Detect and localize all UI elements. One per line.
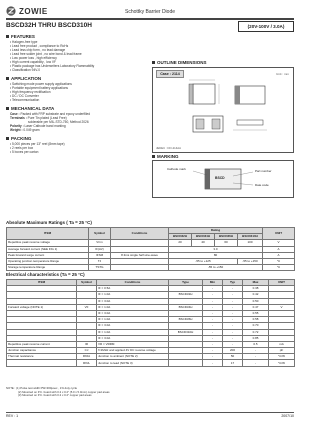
table-cell: IF = 3.0A: [97, 310, 169, 316]
mechanical-value: Packed with FRP substrate and epoxy underfilled: [20, 112, 91, 116]
note-line: (3) Mounted on P.C. board with 0.2 x 0.2" copper pad areas: [18, 393, 92, 398]
part-header: BSCD34H: [192, 234, 215, 240]
table-cell: -: [223, 317, 243, 323]
table-cell: -55 to +125: [169, 258, 238, 264]
table-cell: VR = VRRM: [97, 341, 169, 347]
table-cell: -: [223, 298, 243, 304]
table-cell: 0.5: [243, 341, 269, 347]
table-cell: 100: [238, 240, 263, 246]
table-cell: -: [203, 348, 223, 354]
section-bullet-icon: [152, 155, 155, 158]
table-cell: V: [263, 240, 295, 246]
column-header: Symbol: [89, 228, 111, 240]
table-cell: 50: [223, 354, 243, 360]
column-header: Type: [169, 280, 203, 286]
mechanical-value: solderable per MIL-STD-750, Method 2026: [28, 120, 89, 124]
table-cell: -: [223, 341, 243, 347]
table-cell: -: [223, 329, 243, 335]
feature-item: • High current capability , low VF: [10, 60, 94, 64]
table-cell: Junction to lead (NOTE 3): [97, 360, 169, 366]
table-cell: VF: [77, 304, 97, 310]
part-header: BSCD36H: [215, 234, 238, 240]
mechanical-label: Weight :: [10, 128, 23, 132]
footer-divider: [6, 412, 294, 413]
feature-item: • Low power loss , high efficiency: [10, 56, 94, 60]
column-header: UNIT: [269, 280, 295, 286]
table-cell: 0.85: [243, 335, 269, 341]
table-cell: Junction to ambient (NOTE 2): [97, 354, 169, 360]
elec-table: [6, 279, 295, 367]
table-cell: BSCD32H: [169, 292, 203, 298]
column-header: Max: [243, 280, 269, 286]
abs-max-table: [6, 227, 295, 271]
packing-item: • 5 boxes per carton: [10, 150, 65, 154]
column-header: Symbol: [77, 280, 97, 286]
table-cell: -: [203, 310, 223, 316]
table-cell: 0.50: [243, 298, 269, 304]
features-title: FEATURES: [11, 34, 35, 39]
packing-title: PACKING: [11, 136, 32, 141]
table-cell: 0.58: [243, 317, 269, 323]
table-cell: -: [203, 317, 223, 323]
table-cell: -: [203, 354, 223, 360]
table-cell: -: [203, 323, 223, 329]
table-cell: -: [243, 348, 269, 354]
table-cell: Peak forward surge current: [7, 252, 89, 258]
table-cell: 60: [215, 240, 238, 246]
table-cell: -55 to +150: [238, 258, 263, 264]
application-title: APPLICATION: [11, 76, 42, 81]
table-cell: 3.0: [169, 246, 263, 252]
application-heading: [6, 76, 41, 81]
feature-item: • Plastic package has Underwriters Laboratory Flammability: [10, 64, 94, 68]
mechanical-value: 0.049 gram: [23, 128, 40, 132]
table-cell: TSTG: [89, 265, 111, 271]
outline-title: OUTLINE DIMENSIONS: [157, 60, 207, 65]
column-header: Typ: [223, 280, 243, 286]
table-cell: RθJA: [77, 354, 97, 360]
table-cell: IF = 3.0A: [97, 298, 169, 304]
table-cell: f=1MHz and applied 4V DC reverse voltage: [97, 348, 169, 354]
outline-heading: [152, 60, 207, 65]
table-cell: -: [203, 298, 223, 304]
table-cell: -: [243, 354, 269, 360]
table-cell: -: [203, 292, 223, 298]
date-code-label: Date code: [255, 183, 269, 187]
table-cell: IF = 1.0A: [97, 329, 169, 335]
table-cell: mA: [269, 341, 295, 347]
table-cell: RθJL: [77, 360, 97, 366]
table-cell: 8.3ms single half sine-wave: [111, 252, 169, 258]
application-item: • Telecommunication: [10, 98, 72, 102]
mechanical-value: Laser Cathode band marking: [24, 124, 66, 128]
marking-title: MARKING: [157, 154, 179, 159]
marking-heading: [152, 154, 179, 159]
application-item: • Portable equipment battery applications: [10, 86, 72, 90]
table-cell: -: [223, 335, 243, 341]
column-header: Conditions: [111, 228, 169, 240]
abs-max-title: Absolute Maximum Ratings ( Ta = 25 °C): [6, 220, 92, 225]
column-header: Conditions: [97, 280, 169, 286]
section-bullet-icon: [6, 35, 9, 38]
table-cell: -: [203, 335, 223, 341]
packing-heading: [6, 136, 31, 141]
mechanical-label: Case :: [10, 112, 20, 116]
part-number-label: Part number: [255, 169, 272, 173]
table-cell: -: [203, 360, 223, 366]
mechanical-value: Pure Tin plated (Lead Free): [27, 116, 67, 120]
table-cell: [169, 360, 203, 366]
table-cell: -: [203, 329, 223, 335]
column-header: Rating: [169, 228, 263, 234]
table-cell: 80: [169, 252, 263, 258]
revision-label: REV : 1: [6, 414, 19, 418]
table-cell: 0.38: [243, 286, 269, 292]
table-cell: IR: [77, 341, 97, 347]
packing-list: [10, 142, 65, 154]
marking-diagram-box: [152, 160, 294, 198]
table-cell: V: [269, 304, 295, 310]
application-list: [10, 82, 72, 102]
feature-item: • Lead free solder joint , no wire bond & lead frame: [10, 52, 94, 56]
outline-drawing-box: [152, 67, 294, 153]
table-cell: -: [203, 304, 223, 310]
header-divider: [6, 18, 294, 20]
note-line: NOTE : (1) Pulse test width PW=300μsec , 1% duty cycle: [6, 386, 78, 390]
table-cell: [7, 360, 77, 366]
table-cell: 20: [169, 240, 192, 246]
rating-badge: (20V-100V / 3.0A): [238, 21, 294, 32]
mechanical-line: [10, 128, 90, 132]
table-cell: 17: [223, 360, 243, 366]
section-bullet-icon: [6, 137, 9, 140]
table-cell: pF: [269, 348, 295, 354]
table-cell: °C: [263, 258, 295, 264]
mechanical-title: MECHANICAL DATA: [11, 106, 55, 111]
table-cell: -: [223, 310, 243, 316]
note-line: (2) Mounted on P.C. board with 0.2 x 0.2" (5.0 x 5.0mm) copper pad areas: [18, 389, 110, 394]
section-bullet-icon: [6, 107, 9, 110]
table-cell: -: [243, 360, 269, 366]
application-item: • DC / DC Converter: [10, 94, 72, 98]
part-header: BSCD310H: [238, 234, 263, 240]
table-cell: IF = 1.0A: [97, 317, 169, 323]
table-cell: -: [203, 341, 223, 347]
table-cell: -: [223, 304, 243, 310]
document-type: Schottky Barrier Diode: [124, 9, 176, 15]
column-header: ITEM: [7, 280, 77, 286]
table-cell: -: [223, 286, 243, 292]
feature-item: • Lead free product , compliance to RoHs: [10, 44, 94, 48]
mechanical-heading: [6, 106, 54, 111]
features-list: [10, 40, 94, 72]
packing-item: • 5,000 pieces per 13" reel (8mm tape): [10, 142, 65, 146]
table-cell: IF = 1.0A: [97, 292, 169, 298]
table-cell: Average forward current (SEE FIG 1): [7, 246, 89, 252]
mechanical-list: [10, 112, 90, 132]
table-cell: 0.55: [243, 310, 269, 316]
table-cell: -55 to +150: [169, 265, 263, 271]
table-cell: TJ: [89, 258, 111, 264]
table-cell: Vrrm: [89, 240, 111, 246]
section-bullet-icon: [6, 77, 9, 80]
table-cell: Thermal resistance: [7, 354, 77, 360]
table-cell: °C/W: [269, 354, 295, 360]
table-cell: Repetitive peak reverse voltage: [7, 240, 89, 246]
table-cell: IF = 0.5A: [97, 286, 169, 292]
table-cell: [111, 265, 169, 271]
table-cell: 0.70: [243, 323, 269, 329]
table-cell: °C/W: [269, 360, 295, 366]
column-header: UNIT: [263, 228, 295, 240]
unit-note: Unit : mm: [276, 72, 289, 76]
table-cell: BSCD36H: [169, 317, 203, 323]
chip-marking-text: BSCD: [215, 176, 225, 180]
feature-item: • Classification 94V-0: [10, 68, 94, 72]
table-cell: A: [263, 246, 295, 252]
table-cell: Repetitive peak reverse current: [7, 341, 77, 347]
table-cell: BSCD34H: [169, 304, 203, 310]
table-cell: -: [203, 286, 223, 292]
table-cell: 200: [223, 348, 243, 354]
application-item: • High frequency rectification: [10, 90, 72, 94]
part-header: BSCD32H: [169, 234, 192, 240]
section-bullet-icon: [152, 61, 155, 64]
packing-item: • 2 reels per box: [10, 146, 65, 150]
table-cell: IFSM: [89, 252, 111, 258]
mechanical-label: Polarity :: [10, 124, 24, 128]
outline-footnote: JEDEC : DO-214AA: [156, 146, 182, 150]
table-cell: IF = 3.0A: [97, 335, 169, 341]
date-label: 2007/10: [281, 414, 294, 418]
column-header: ITEM: [7, 228, 89, 240]
feature-item: • Lead less chip form , no lead damage: [10, 48, 94, 52]
table-cell: °C: [263, 265, 295, 271]
table-cell: Storage temperature Range: [7, 265, 89, 271]
table-cell: BSCD310H: [169, 329, 203, 335]
notes-block: [6, 387, 110, 398]
column-header: Min: [203, 280, 223, 286]
table-cell: A: [263, 252, 295, 258]
table-cell: Operating junction temperature Range: [7, 258, 89, 264]
cathode-mark-label: Cathode mark: [167, 167, 186, 171]
part-range-title: BSCD32H THRU BSCD310H: [6, 22, 92, 29]
application-item: • Switching mode power supply applications: [10, 82, 72, 86]
table-row: [7, 265, 295, 271]
table-cell: -: [223, 292, 243, 298]
table-cell: 40: [192, 240, 215, 246]
table-cell: Junction capacitance: [7, 348, 77, 354]
table-row: [7, 360, 295, 366]
table-cell: 0.47: [243, 304, 269, 310]
table-cell: 0.42: [243, 292, 269, 298]
elec-title: Electrical characteristics (Ta = 25 °C): [6, 272, 85, 277]
table-cell: IF(AV): [89, 246, 111, 252]
table-cell: 0.72: [243, 329, 269, 335]
table-cell: Forward voltage (NOTE 1): [7, 304, 77, 310]
case-label: Case : 2114: [156, 70, 184, 78]
features-heading: [6, 34, 35, 39]
mechanical-label: Terminals :: [10, 116, 27, 120]
table-cell: CJ: [77, 348, 97, 354]
table-cell: IF = 1.0A: [97, 304, 169, 310]
table-cell: IF = 3.0A: [97, 323, 169, 329]
table-cell: -: [223, 323, 243, 329]
feature-item: • Halogen-free type: [10, 40, 94, 44]
logo-text: ZOWIE: [19, 6, 48, 16]
package-outline-drawing: [153, 68, 293, 152]
